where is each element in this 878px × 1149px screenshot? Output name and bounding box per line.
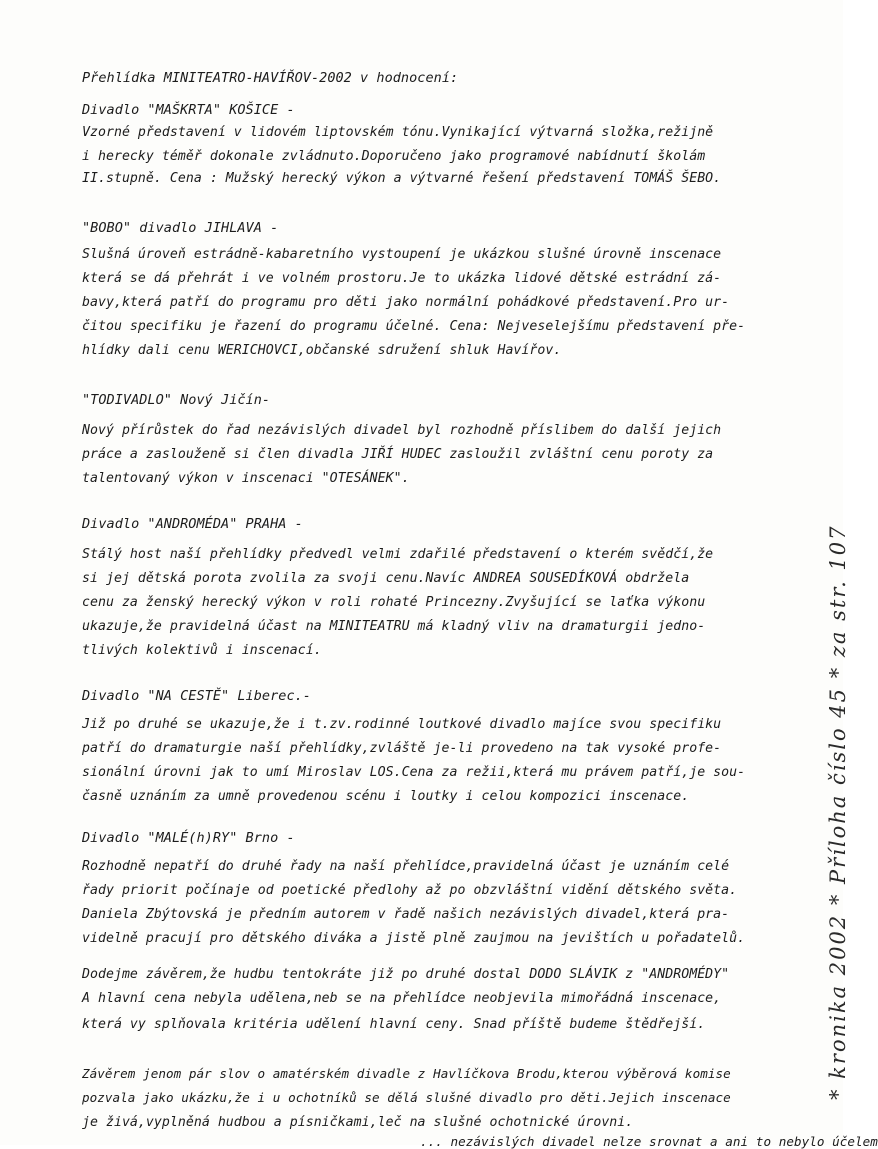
- section-heading: Divadlo "NA CESTĚ" Liberec.-: [82, 688, 311, 704]
- text-line: talentovaný výkon v inscenaci "OTESÁNEK".: [82, 471, 410, 486]
- text-line: i herecky téměř dokonale zvládnuto.Doporučeno jako programové nabídnutí školám: [82, 149, 706, 164]
- text-line: Slušná úroveň estrádně-kabaretního vystoupení je ukázkou slušné úrovně inscenace: [82, 247, 722, 262]
- text-line: ukazuje,že pravidelná účast na MINITEATRU má kladný vliv na dramaturgii jedno-: [82, 619, 706, 634]
- text-line: která se dá přehrát i ve volném prostoru.Je to ukázka lidové dětské estrádní zá-: [82, 271, 722, 286]
- document-title: Přehlídka MINITEATRO-HAVÍŘOV-2002 v hodnocení:: [82, 70, 459, 86]
- text-line: která vy splňovala kritéria udělení hlavní ceny. Snad příště budeme štědřejší.: [82, 1017, 706, 1032]
- text-line: si jej dětská porota zvolila za svoji cenu.Navíc ANDREA SOUSEDÍKOVÁ obdržela: [82, 571, 690, 586]
- text-line: časně uznáním za umně provedenou scénu i loutky i celou kompozici inscenace.: [82, 789, 690, 804]
- text-line: videlně pracují pro dětského diváka a jistě plně zaujmou na jevištích u pořadatelů.: [82, 931, 746, 946]
- text-line: Rozhodně nepatří do druhé řady na naší přehlídce,pravidelná účast je uznáním celé: [82, 859, 730, 874]
- text-line: A hlavní cena nebyla udělena,neb se na přehlídce neobjevila mimořádná inscenace,: [82, 991, 722, 1006]
- text-line: hlídky dali cenu WERICHOVCI,občanské sdružení shluk Havířov.: [82, 343, 562, 358]
- text-line: II.stupně. Cena : Mužský herecký výkon a výtvarné řešení představení TOMÁŠ ŠEBO.: [82, 171, 722, 186]
- text-line: Dodejme závěrem,že hudbu tentokráte již po druhé dostal DODO SLÁVIK z "ANDROMÉDY": [82, 967, 730, 982]
- text-line: Stálý host naší přehlídky předvedl velmi zdařilé představení o kterém svědčí,že: [82, 547, 714, 562]
- text-line: patří do dramaturgie naší přehlídky,zvláště je-li provedeno na tak vysoké profe-: [82, 741, 722, 756]
- section-heading: Divadlo "MAŠKRTA" KOŠICE -: [82, 102, 295, 118]
- text-line: práce a zaslouženě si člen divadla JIŘÍ HUDEC zasloužil zvláštní cenu poroty za: [82, 447, 714, 462]
- text-line: bavy,která patří do programu pro děti jako normální pohádkové představení.Pro ur-: [82, 295, 730, 310]
- text-line: Nový přírůstek do řad nezávislých divadel byl rozhodně příslibem do další jejich: [82, 423, 722, 438]
- text-line: řady priorit počínaje od poetické předlohy až po obzvláštní vidění dětského světa.: [82, 883, 738, 898]
- text-line: Již po druhé se ukazuje,že i t.zv.rodinné loutkové divadlo majíce svou specifiku: [82, 717, 722, 732]
- text-line: je živá,vyplněná hudbou a písničkami,leč na slušné ochotnické úrovni.: [82, 1115, 634, 1130]
- margin-note: * kronika 2002 * Příloha číslo 45 * za str. 107: [826, 524, 850, 1100]
- text-line: pozvala jako ukázku,že i u ochotníků se dělá slušné divadlo pro děti.Jejich inscenace: [82, 1090, 731, 1105]
- text-line: sionální úrovni jak to umí Miroslav LOS.Cena za režii,která mu právem patří,je sou-: [82, 765, 746, 780]
- text-line-cut: ... nezávislých divadel nelze srovnat a ani to nebylo účelem: [420, 1134, 878, 1149]
- text-line: tlivých kolektivů i inscenací.: [82, 643, 322, 658]
- text-line: Závěrem jenom pár slov o amatérském divadle z Havlíčkova Brodu,kterou výběrová komise: [82, 1066, 731, 1081]
- section-heading: Divadlo "MALÉ(h)RY" Brno -: [82, 830, 295, 846]
- text-line: cenu za ženský herecký výkon v roli rohaté Princezny.Zvyšující se laťka výkonu: [82, 595, 706, 610]
- text-line: čitou specifiku je řazení do programu účelné. Cena: Nejveselejšímu představení pře-: [82, 319, 746, 334]
- section-heading: "BOBO" divadlo JIHLAVA -: [82, 220, 279, 236]
- text-line: Vzorné představení v lidovém liptovském tónu.Vynikající výtvarná složka,režijně: [82, 125, 714, 140]
- text-line: Daniela Zbýtovská je předním autorem v řadě našich nezávislých divadel,která pra-: [82, 907, 730, 922]
- section-heading: Divadlo "ANDROMÉDA" PRAHA -: [82, 516, 303, 532]
- section-heading: "TODIVADLO" Nový Jičín-: [82, 392, 271, 408]
